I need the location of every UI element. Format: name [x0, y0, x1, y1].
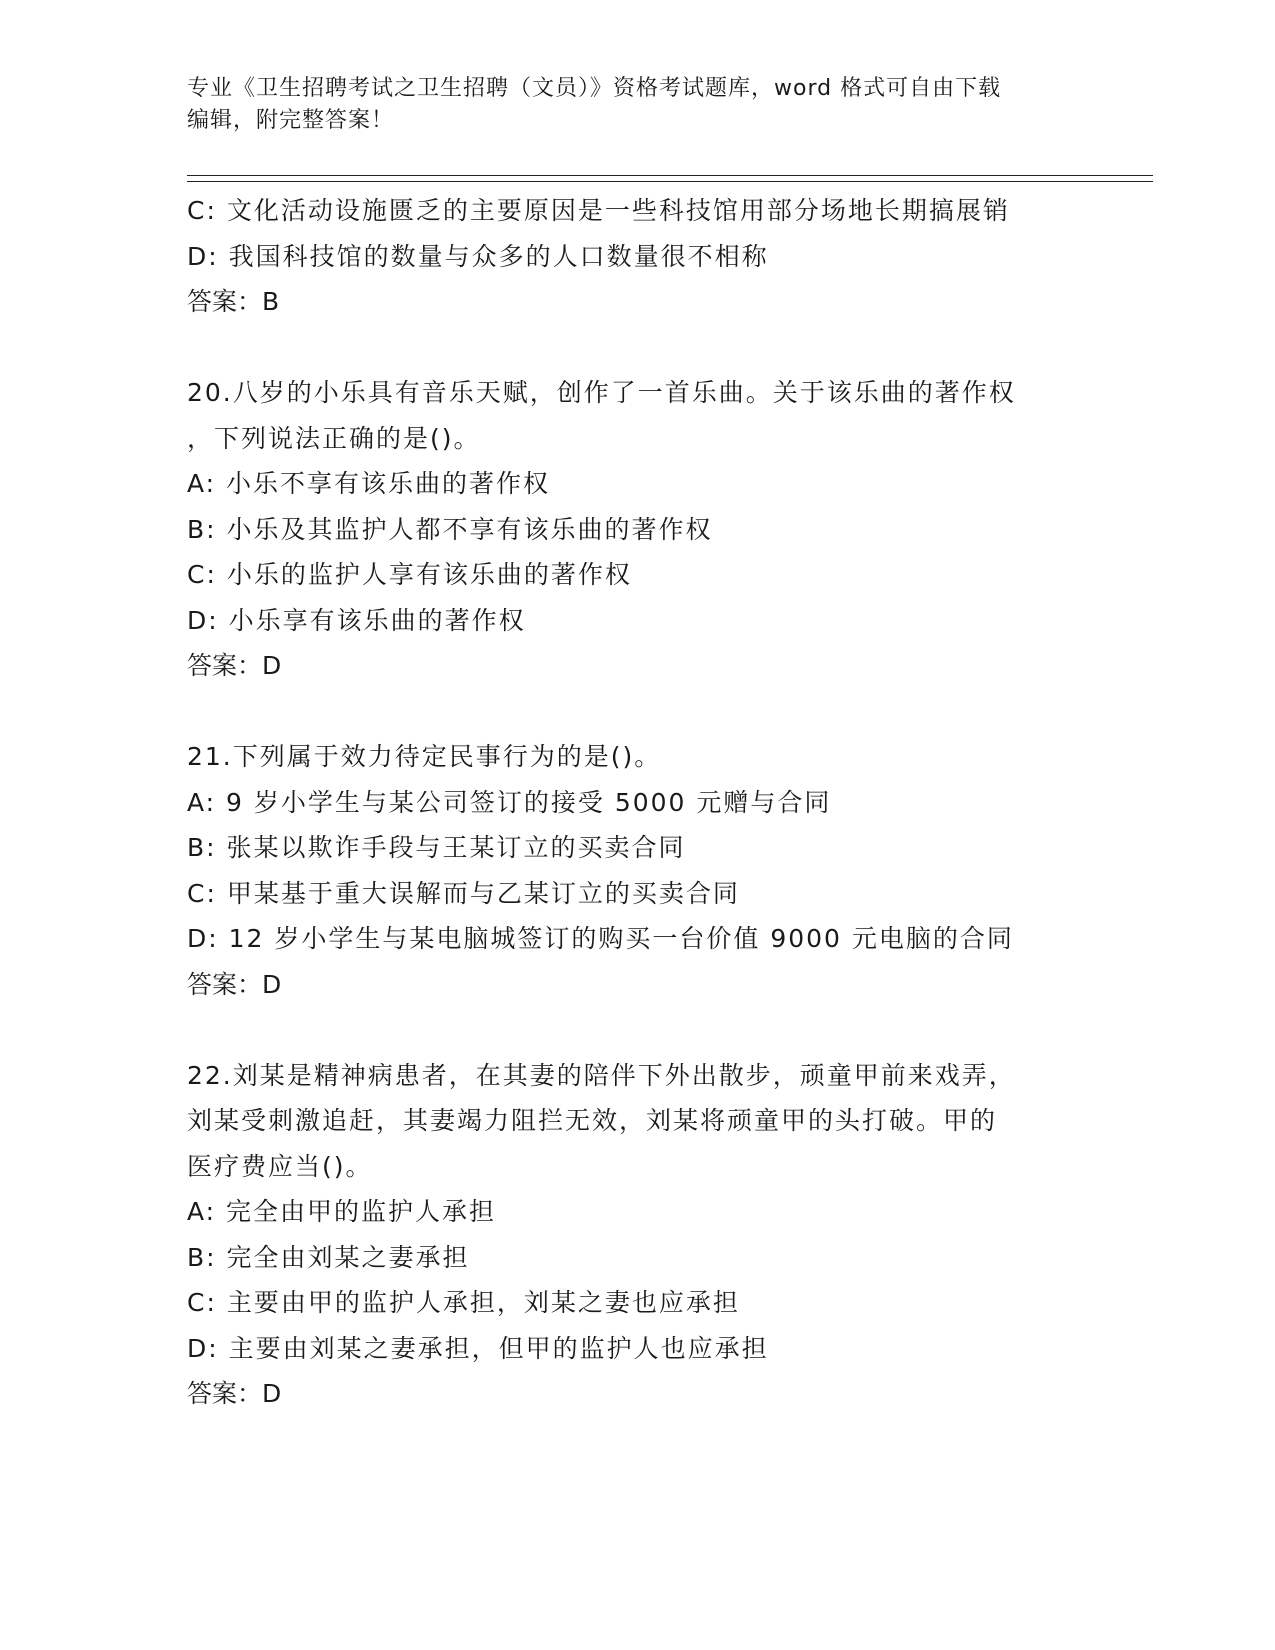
- question-21: [187, 734, 1087, 1007]
- option-b: B: 小乐及其监护人都不享有该乐曲的著作权: [187, 514, 713, 544]
- spacer: [187, 689, 1087, 735]
- question-20: [187, 370, 1087, 689]
- option-d: D: 主要由刘某之妻承担，但甲的监护人也应承担: [187, 1333, 769, 1363]
- header-divider: [187, 175, 1153, 176]
- header-line: 专业《卫生招聘考试之卫生招聘（文员）》资格考试题库，word 格式可自由下载: [187, 76, 1002, 101]
- option-b: B: 完全由刘某之妻承担: [187, 1242, 470, 1272]
- question-list: [187, 188, 1087, 1417]
- previous-question-tail: [187, 188, 1087, 325]
- question-stem: 刘某受刺激追赶，其妻竭力阻拦无效，刘某将顽童甲的头打破。甲的: [187, 1106, 998, 1135]
- option-d: D: 12 岁小学生与某电脑城签订的购买一台价值 9000 元电脑的合同: [187, 924, 1014, 953]
- question-22: [187, 1053, 1087, 1417]
- header-line: 编辑，附完整答案！: [187, 108, 395, 133]
- option-a: A: 9 岁小学生与某公司签订的接受 5000 元赠与合同: [187, 787, 832, 817]
- answer: 答案：D: [187, 651, 282, 680]
- header-divider: [187, 181, 1153, 182]
- option-a: A: 完全由甲的监护人承担: [187, 1197, 497, 1226]
- spacer: [187, 325, 1087, 371]
- question-stem: 21.下列属于效力待定民事行为的是()。: [187, 742, 662, 771]
- option-b: B: 张某以欺诈手段与王某订立的买卖合同: [187, 833, 686, 862]
- option-d: D: 小乐享有该乐曲的著作权: [187, 605, 526, 635]
- question-stem: 20.八岁的小乐具有音乐天赋，创作了一首乐曲。关于该乐曲的著作权: [187, 378, 1016, 407]
- option-c: C: 小乐的监护人享有该乐曲的著作权: [187, 560, 632, 589]
- option-d: D: 我国科技馆的数量与众多的人口数量很不相称: [187, 241, 769, 271]
- document-header: [187, 73, 1087, 137]
- option-c: C: 甲某基于重大误解而与乙某订立的买卖合同: [187, 878, 740, 908]
- answer: 答案：B: [187, 287, 280, 316]
- question-stem: 医疗费应当()。: [187, 1151, 373, 1181]
- question-stem: ，下列说法正确的是()。: [187, 423, 481, 453]
- option-a: A: 小乐不享有该乐曲的著作权: [187, 469, 551, 498]
- option-c: C: 主要由甲的监护人承担，刘某之妻也应承担: [187, 1288, 740, 1317]
- answer: 答案：D: [187, 1379, 282, 1408]
- answer: 答案：D: [187, 969, 282, 999]
- option-c: C: 文化活动设施匮乏的主要原因是一些科技馆用部分场地长期搞展销: [187, 196, 1010, 225]
- spacer: [187, 1007, 1087, 1053]
- question-stem: 22.刘某是精神病患者，在其妻的陪伴下外出散步，顽童甲前来戏弄，: [187, 1060, 1016, 1090]
